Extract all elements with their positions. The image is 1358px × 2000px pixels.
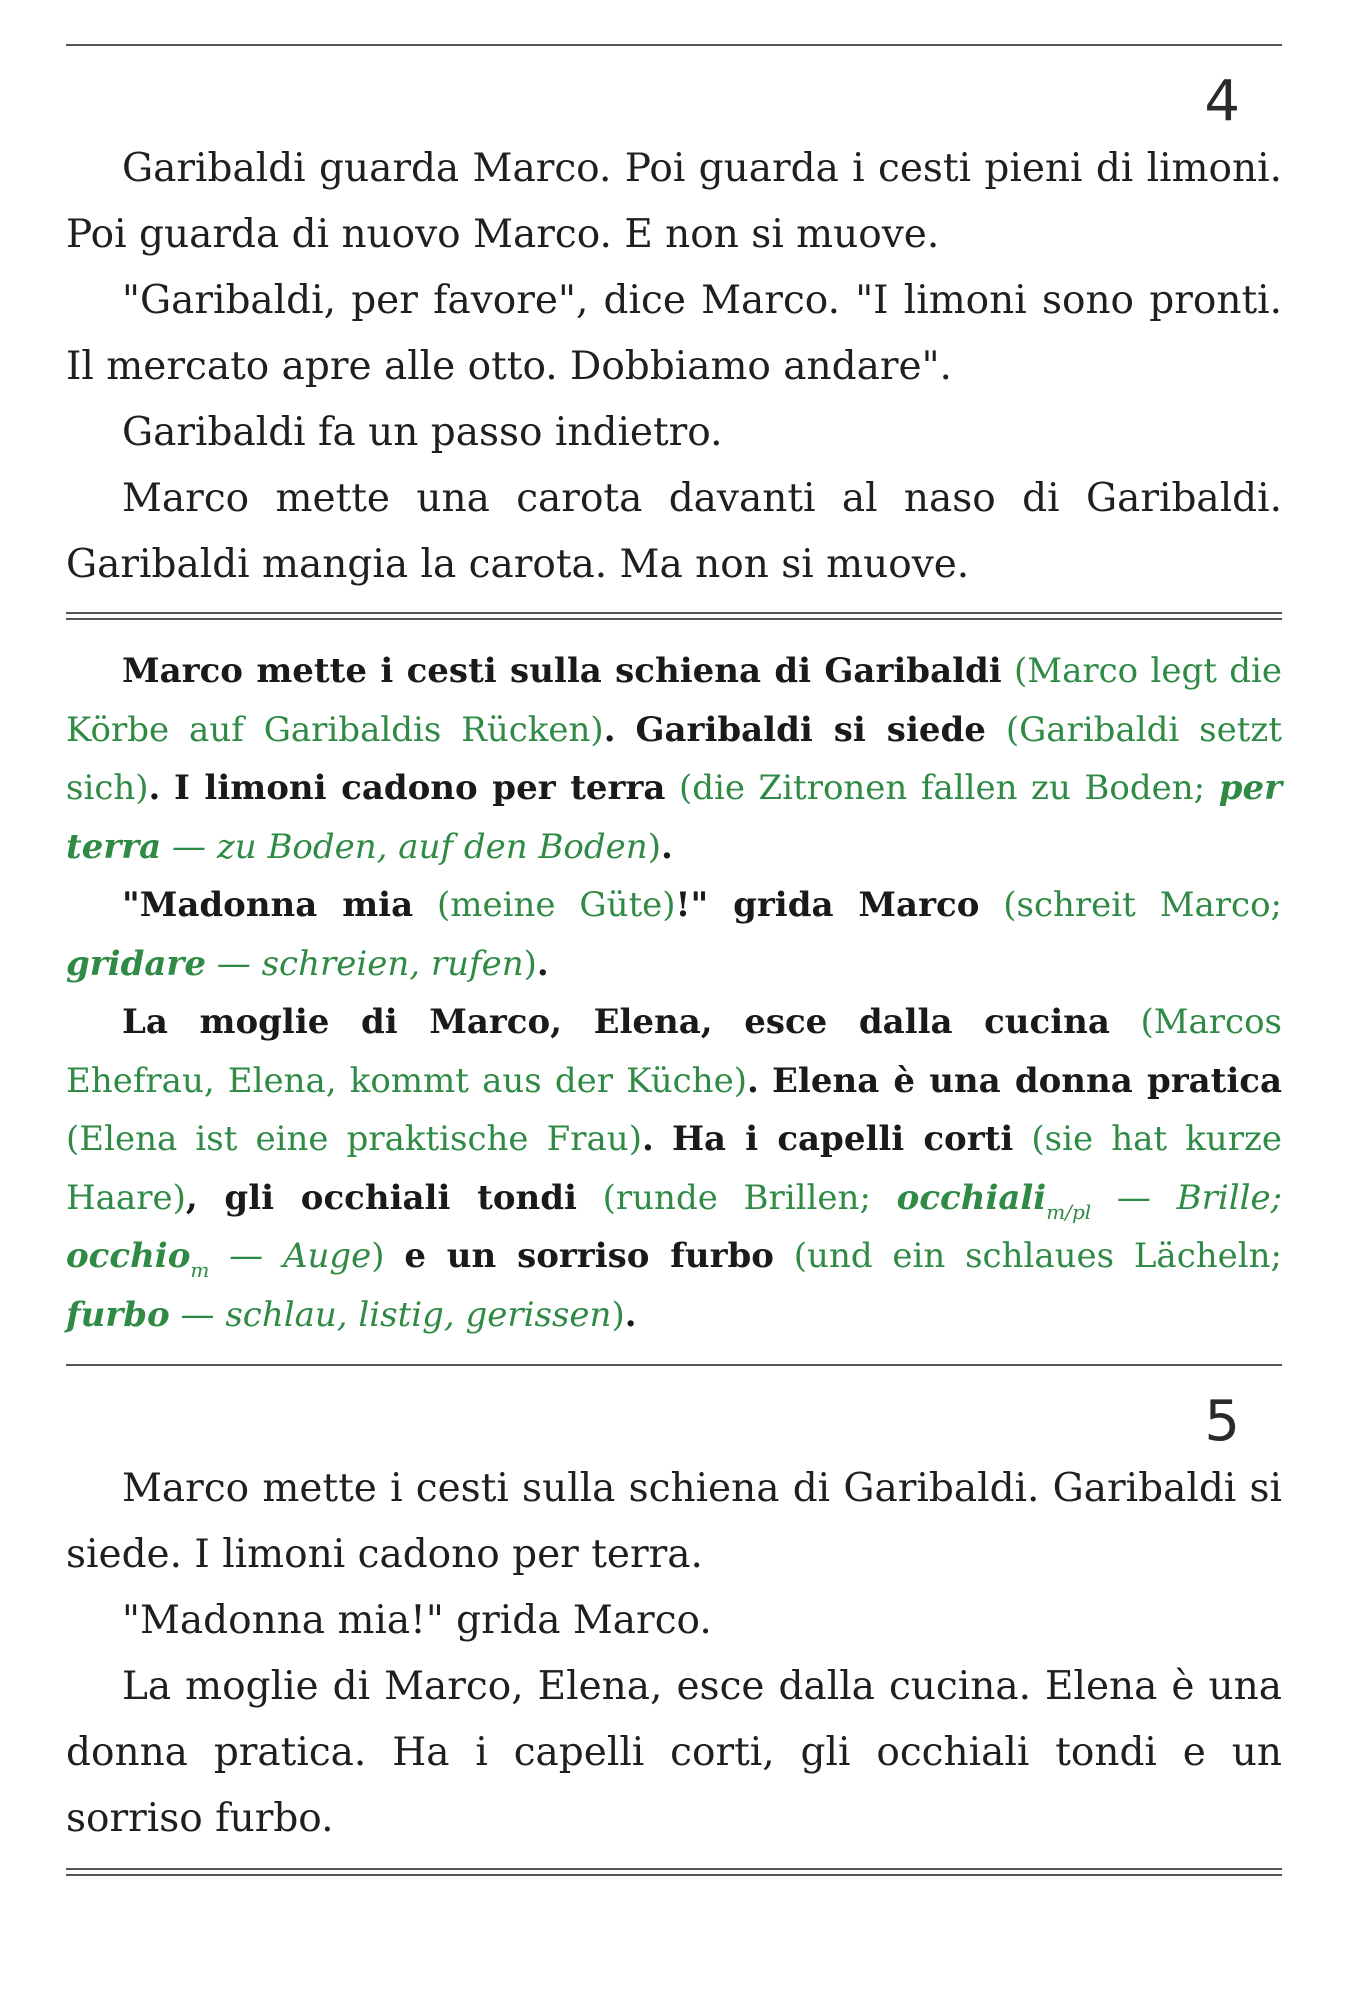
paragraph: Marco mette una carota davanti al naso di Garibaldi. Garibaldi mangia la carota. Ma non si muove. <box>66 476 1282 587</box>
annotated-paragraph: Marco mette i cesti sulla schiena di Garibaldi (Marco legt die Körbe auf Garibaldis Rücken). Garibaldi si siede (Garibaldi setzt sich). I limoni cadono per terra (die Zitronen fallen zu Boden; per terra — zu Boden, auf den Boden). <box>66 651 1283 867</box>
double-divider <box>66 612 1282 620</box>
annotated-paragraph: La moglie di Marco, Elena, esce dalla cucina (Marcos Ehefrau, Elena, kommt aus der Küche). Elena è una donna pratica (Elena ist eine praktische Frau). Ha i capelli corti (sie hat kurze Haare), gli occhiali tondi (runde Brillen; occhiali$_{m/pl}$ — Brille; occhio$_m$ — Auge) e un sorriso furbo (und ein schlaues Lächeln; furbo — schlau, listig, gerissen). <box>66 1002 1283 1335</box>
paragraph: Marco mette i cesti sulla schiena di Garibaldi. Garibaldi si siede. I limoni cadono per terra. <box>66 1466 1282 1577</box>
annotated-paragraph: "Madonna mia (meine Güte)!" grida Marco (schreit Marco; gridare — schreien, rufen). <box>66 885 1283 984</box>
paragraph: La moglie di Marco, Elena, esce dalla cucina. Elena è una donna pratica. Ha i capelli corti, gli occhiali tondi e un sorriso furbo. <box>66 1664 1282 1841</box>
paragraph: Garibaldi guarda Marco. Poi guarda i cesti pieni di limoni. Poi guarda di nuovo Marco. E non si muove. <box>66 146 1282 257</box>
original-text-section-4 <box>66 136 1282 598</box>
book-page <box>66 0 1282 1876</box>
bottom-double-divider <box>66 1868 1282 1876</box>
section-number-5: 5 <box>1204 1389 1240 1454</box>
paragraph: Garibaldi fa un passo indietro. <box>122 410 723 455</box>
section-number-4: 4 <box>1204 69 1240 134</box>
original-text-section-5 <box>66 1456 1282 1852</box>
paragraph: "Madonna mia!" grida Marco. <box>122 1598 712 1643</box>
annotated-text-section-5 <box>66 642 1282 1344</box>
paragraph: "Garibaldi, per favore", dice Marco. "I limoni sono pronti. Il mercato apre alle otto. Dobbiamo andare". <box>66 278 1282 389</box>
